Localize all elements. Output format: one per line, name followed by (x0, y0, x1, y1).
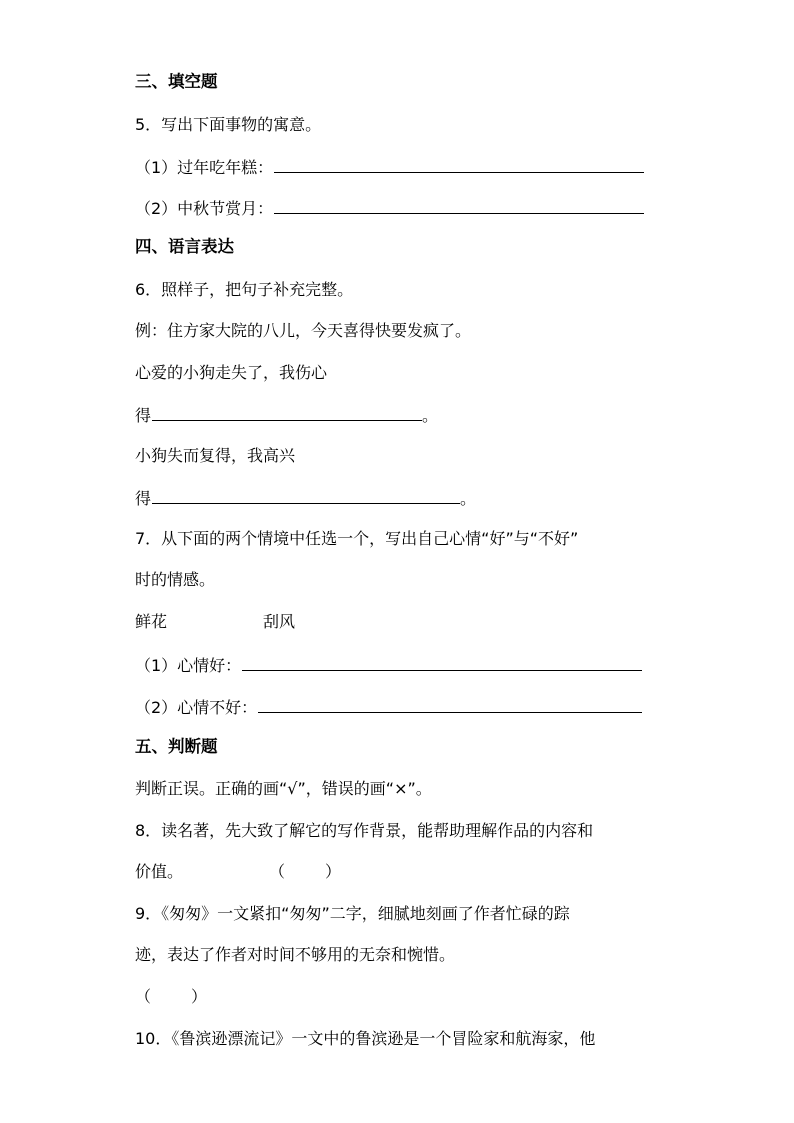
answer-parentheses[interactable] (135, 987, 207, 1007)
item-label: （1）心情好： (135, 656, 242, 675)
answer-blank[interactable] (274, 197, 644, 214)
fill-prefix: 得 (135, 406, 152, 425)
question-5-item-2 (135, 197, 644, 219)
item-label: （1）过年吃年糕： (135, 158, 274, 177)
section-heading-judge: 五、判断题 (135, 737, 218, 756)
question-10-line-1: 10．《鲁滨逊漂流记》一文中的鲁滨逊是一个冒险家和航海家，他 (135, 1029, 596, 1048)
question-7-item-1 (135, 654, 642, 676)
fill-prefix: 得 (135, 489, 152, 508)
answer-blank[interactable] (274, 156, 644, 173)
judge-instruction: 判断正误。正确的画“√”，错误的画“×”。 (135, 779, 432, 798)
item-label: （2）心情不好： (135, 698, 258, 717)
paren-close: ） (325, 862, 342, 881)
question-5-prompt: 5．写出下面事物的寓意。 (135, 115, 322, 134)
answer-blank[interactable] (152, 404, 422, 421)
question-6-prompt: 6．照样子，把句子补充完整。 (135, 280, 354, 299)
question-5-item-1 (135, 156, 644, 178)
question-9-answer (135, 987, 207, 1007)
option-flowers: 鲜花 (135, 612, 168, 631)
question-8-line-1: 8．读名著，先大致了解它的写作背景，能帮助理解作品的内容和 (135, 821, 594, 840)
question-7-item-2 (135, 696, 642, 718)
answer-blank[interactable] (242, 654, 642, 671)
item-label: （2）中秋节赏月： (135, 199, 274, 218)
question-9-line-1: 9．《匆匆》一文紧扣“匆匆”二字，细腻地刻画了作者忙碌的踪 (135, 904, 570, 923)
fill-end: 。 (422, 406, 439, 425)
question-7-prompt-line-1: 7．从下面的两个情境中任选一个，写出自己心情“好”与“不好” (135, 529, 579, 548)
paren-close: ） (191, 987, 208, 1006)
question-7-options (135, 612, 295, 632)
question-8-line-2 (135, 862, 341, 882)
answer-blank[interactable] (258, 696, 642, 713)
paren-open: （ (135, 987, 152, 1006)
section-heading-expression: 四、语言表达 (135, 237, 234, 256)
section-heading-fill-blank: 三、填空题 (135, 72, 218, 91)
question-6-sentence-2: 小狗失而复得，我高兴 (135, 446, 296, 465)
question-6-sentence-2-fill (135, 487, 476, 509)
question-text: 价值。 (135, 862, 184, 881)
question-6-example: 例：住方家大院的八儿，今天喜得快要发疯了。 (135, 321, 472, 340)
question-6-sentence-1: 心爱的小狗走失了，我伤心 (135, 363, 328, 382)
question-7-prompt-line-2: 时的情感。 (135, 570, 216, 589)
question-9-line-2: 迹，表达了作者对时间不够用的无奈和惋惜。 (135, 945, 456, 964)
question-6-sentence-1-fill (135, 404, 438, 426)
answer-blank[interactable] (152, 487, 460, 504)
fill-end: 。 (460, 489, 477, 508)
option-wind: 刮风 (263, 612, 296, 631)
answer-parentheses[interactable] (269, 862, 341, 882)
paren-open: （ (269, 862, 286, 881)
